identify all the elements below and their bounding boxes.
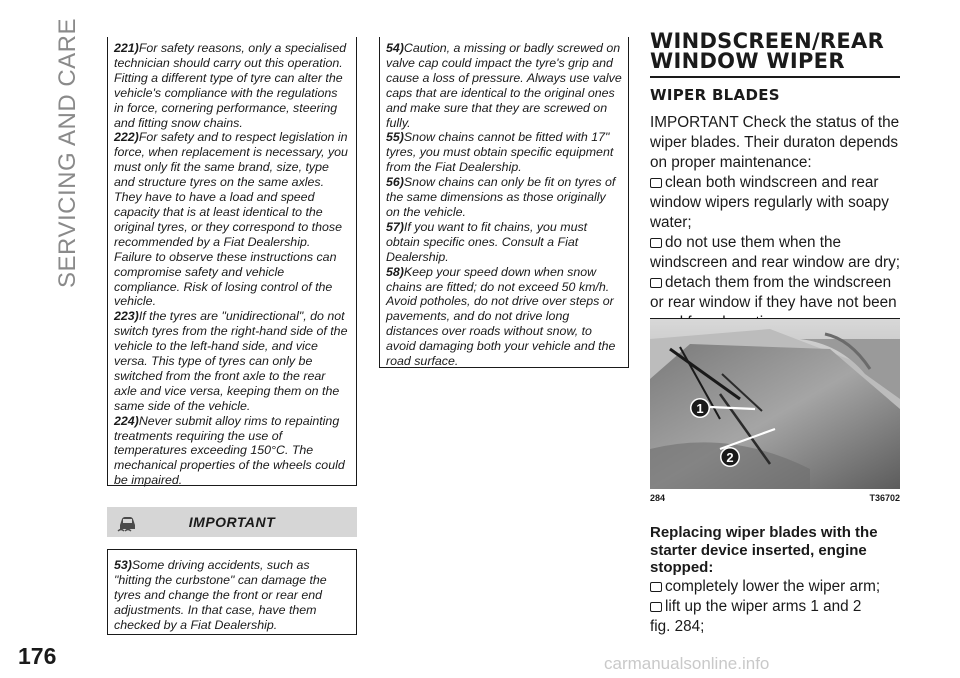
bullet-marker-icon: [650, 238, 662, 248]
section-title-line1: WINDSCREEN/REAR: [650, 29, 885, 53]
important-label: IMPORTANT: [188, 514, 276, 530]
snow-chain-warnings-list: [386, 41, 622, 369]
note-item: [114, 558, 350, 633]
section-rule: [650, 76, 900, 78]
intro-paragraph: IMPORTANT Check the status of the wiper blades. Their duraton depends on proper maintenance:: [650, 114, 900, 171]
note-number: 224): [114, 413, 139, 428]
note-number: 55): [386, 130, 404, 145]
tyre-warnings-box: [107, 37, 357, 486]
replacing-heading: Replacing wiper blades with the starter device inserted, engine stopped:: [650, 524, 878, 576]
maintenance-bullets: [650, 173, 900, 333]
note-text: For safety and to respect legislation in force, when replacement is necessary, you must only fit the same brand, size, type and structure tyres on the same axles. They have to have a load and speed capacity that is at least identical to the original tyres, or they correspond to those recommended by a Fiat Dealership. Failure to observe these instructions can compromise safety and vehicle compliance. Risk of losing control of the vehicle.: [114, 130, 348, 309]
note-number: 56): [386, 175, 404, 190]
note-text: Snow chains cannot be fitted with 17" tyres, you must obtain specific equipment from the Fiat Dealership.: [386, 130, 614, 175]
bullet-marker-icon: [650, 278, 662, 288]
important-notes-box: [107, 549, 357, 635]
page-number: 176: [18, 643, 57, 669]
snow-chain-warnings-box: [379, 37, 629, 368]
bullet-marker-icon: [650, 178, 662, 188]
bullet-item: [650, 173, 900, 233]
bullet-marker-icon: [650, 582, 662, 592]
note-text: For safety reasons, only a specialised technician should carry out this operation. Fitting a different type of tyre can alter the vehicle's compliance with the regulations in force, cornering performance, steering and fitting snow chains.: [114, 41, 347, 130]
note-number: 223): [114, 309, 139, 324]
figure-number: 284: [650, 493, 666, 503]
note-text: Keep your speed down when snow chains are fitted; do not exceed 50 km/h. Avoid potholes, do not drive over steps or pavements, and do not drive long distances over roads without snow, to avoid damaging both your vehicle and the road surface.: [386, 264, 616, 369]
replacing-bullets: [650, 577, 900, 617]
note-number: 54): [386, 41, 404, 55]
note-item: [386, 175, 622, 220]
car-skid-icon: [117, 514, 137, 537]
note-text: Never submit alloy rims to repainting treatments requiring the use of temperatures exceeding 150°C. The mechanical properties of the wheels could be impaired.: [114, 413, 345, 488]
wiper-illustration: [650, 319, 900, 489]
note-number: 53): [114, 558, 132, 572]
note-number: 222): [114, 130, 139, 145]
note-item: [386, 220, 622, 265]
note-text: If the tyres are "unidirectional", do not switch tyres from the right-hand side of the vehicle to the left-hand side, and vice versa. This type of tyres can only be switched from the front axle to the rear axle and vice versa, keeping them on the same side of the vehicle.: [114, 309, 348, 413]
note-item: [386, 41, 622, 130]
note-text: If you want to fit chains, you must obtain specific ones. Consult a Fiat Dealership.: [386, 219, 588, 264]
figure-caption: [650, 493, 900, 503]
section-title: [650, 31, 900, 71]
note-text: Some driving accidents, such as "hitting the curbstone" can damage the tyres and change the front or rear end adjustments. In that case, have them checked by a Fiat Dealership.: [114, 558, 327, 632]
note-text: Snow chains can only be fit on tyres of the same dimensions as those originally on the vehicle.: [386, 175, 616, 219]
bullet-text: completely lower the wiper arm;: [665, 577, 881, 595]
figure-284: [650, 318, 900, 489]
callout-2: 2: [726, 450, 734, 465]
note-text: Caution, a missing or badly screwed on valve cap could impact the tyre's grip and cause a loss of pressure. Always use valve caps that are identical to the original ones and make sure that they are screwed on fully.: [386, 41, 622, 130]
replacing-section: [650, 524, 900, 637]
side-section-title: SERVICING AND CARE: [54, 18, 81, 288]
callout-1: 1: [696, 401, 704, 416]
bullet-text: do not use them when the windscreen and rear window are dry;: [650, 234, 900, 271]
note-number: 57): [386, 219, 404, 234]
important-notes-list: [114, 558, 350, 633]
bullet-item: [650, 233, 900, 273]
tyre-warnings-list: [114, 41, 350, 488]
note-item: [114, 414, 350, 489]
figure-reference: fig. 284;: [650, 617, 705, 635]
bullet-text: detach them from the windscreen or rear window if they have not been: [650, 274, 897, 311]
section-title-line2: WINDOW WIPER: [650, 49, 845, 73]
important-banner: [107, 507, 357, 537]
bullet-item: [650, 577, 900, 597]
note-item: [386, 130, 622, 175]
note-item: [386, 265, 622, 369]
figure-code: T36702: [869, 493, 900, 503]
subsection-title: WIPER BLADES: [650, 86, 780, 104]
note-number: 221): [114, 41, 139, 55]
bullet-text: lift up the wiper arms 1 and 2: [665, 597, 862, 615]
note-item: [114, 130, 350, 309]
watermark: carmanualsonline.info: [604, 654, 770, 673]
note-number: 58): [386, 264, 404, 279]
bullet-text: clean both windscreen and rear window wipers regularly with soapy water;: [650, 174, 889, 231]
note-item: [114, 309, 350, 413]
wiper-section: [650, 31, 900, 349]
bullet-item: [650, 597, 900, 617]
note-item: [114, 41, 350, 130]
bullet-marker-icon: [650, 602, 662, 612]
